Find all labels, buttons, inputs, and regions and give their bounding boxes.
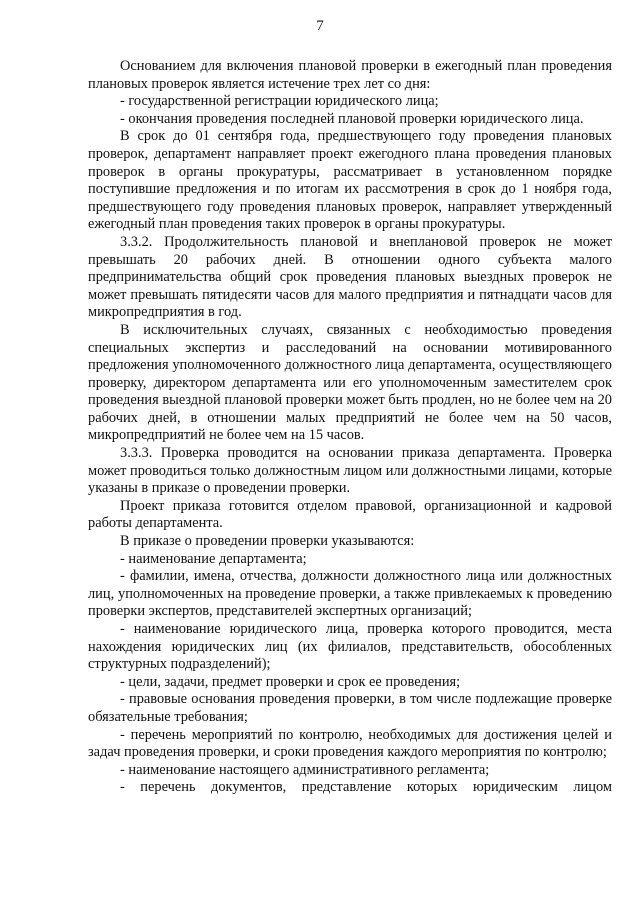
list-item-control-measures: - перечень мероприятий по контролю, необходимых для достижения целей и задач проведения проверки, и сроки проведения каждого мероприятия по контролю;	[88, 726, 612, 761]
list-item-regulation-name: - наименование настоящего административного регламента;	[120, 761, 490, 778]
list-item-legal-grounds: - правовые основания проведения проверки, в том числе подлежащие проверке обязательные требования;	[88, 691, 612, 725]
paragraph-section-3-3-3: 3.3.3. Проверка проводится на основании приказа департамента. Проверка может проводиться только должностным лицом или должностными лицами, которые указаны в приказе о проведении проверки.	[88, 445, 612, 497]
page-number: 7	[316, 18, 324, 34]
list-item-legal-entity: - наименование юридического лица, проверка которого проводится, места нахождения юридических лиц (их филиалов, представительств, обособленных структурных подразделений);	[88, 621, 612, 673]
list-item-state-registration: - государственной регистрации юридического лица;	[120, 93, 439, 110]
paragraph-exceptional-cases: В исключительных случаях, связанных с необходимостью проведения специальных экспертиз и расследований на основании мотивированного предложения уполномоченного должностного лица департамента, осуществляющего проверку, директором департамента или его уполномоченным заместителем срок проведения выездной плановой проверки может быть продлен, но не более чем на 20 рабочих дней, в отношении малых предприятий не более чем на 50 часов, микропредприятий не более чем на 15 часов.	[88, 321, 612, 444]
paragraph-draft-order: Проект приказа готовится отделом правовой, организационной и кадровой работы департамента.	[88, 497, 612, 532]
list-item-last-inspection: - окончания проведения последней плановой проверки юридического лица.	[120, 110, 584, 127]
list-item-officials: - фамилии, имена, отчества, должности должностного лица или должностных лиц, уполномоченных на проведение проверки, а также привлекаемых к проведению проверки экспертов, представителей экспертных организаций;	[88, 568, 612, 620]
paragraph-section-3-3-2: 3.3.2. Продолжительность плановой и внеплановой проверок не может превышать 20 рабочих дней. В отношении одного субъекта малого предпринимательства общий срок проведения плановых выездных проверок не может превышать пятидесяти часов для малого предприятия и пятнадцати часов для микропредприятия в год.	[88, 233, 612, 321]
document-body	[88, 58, 612, 797]
paragraph-annual-plan-deadline: В срок до 01 сентября года, предшествующего году проведения плановых проверок, департамент направляет проект ежегодного плана проведения плановых проверок в органы прокуратуры, рассматривает в установленном порядке поступившие предложения и по итогам их рассмотрения в срок до 1 ноября года, предшествующего году проведения плановых проверок, направляет утвержденный ежегодный план проведения таких проверок в органы прокуратуры.	[88, 128, 612, 233]
list-item-documents: - перечень документов, представление которых юридическим лицом	[120, 779, 612, 796]
paragraph-order-contents-intro: В приказе о проведении проверки указываются:	[120, 533, 415, 550]
list-item-goals: - цели, задачи, предмет проверки и срок ее проведения;	[120, 673, 461, 690]
paragraph-inspection-basis: Основанием для включения плановой проверки в ежегодный план проведения плановых проверок является истечение трех лет со дня:	[88, 58, 612, 92]
list-item-department-name: - наименование департамента;	[120, 550, 307, 567]
